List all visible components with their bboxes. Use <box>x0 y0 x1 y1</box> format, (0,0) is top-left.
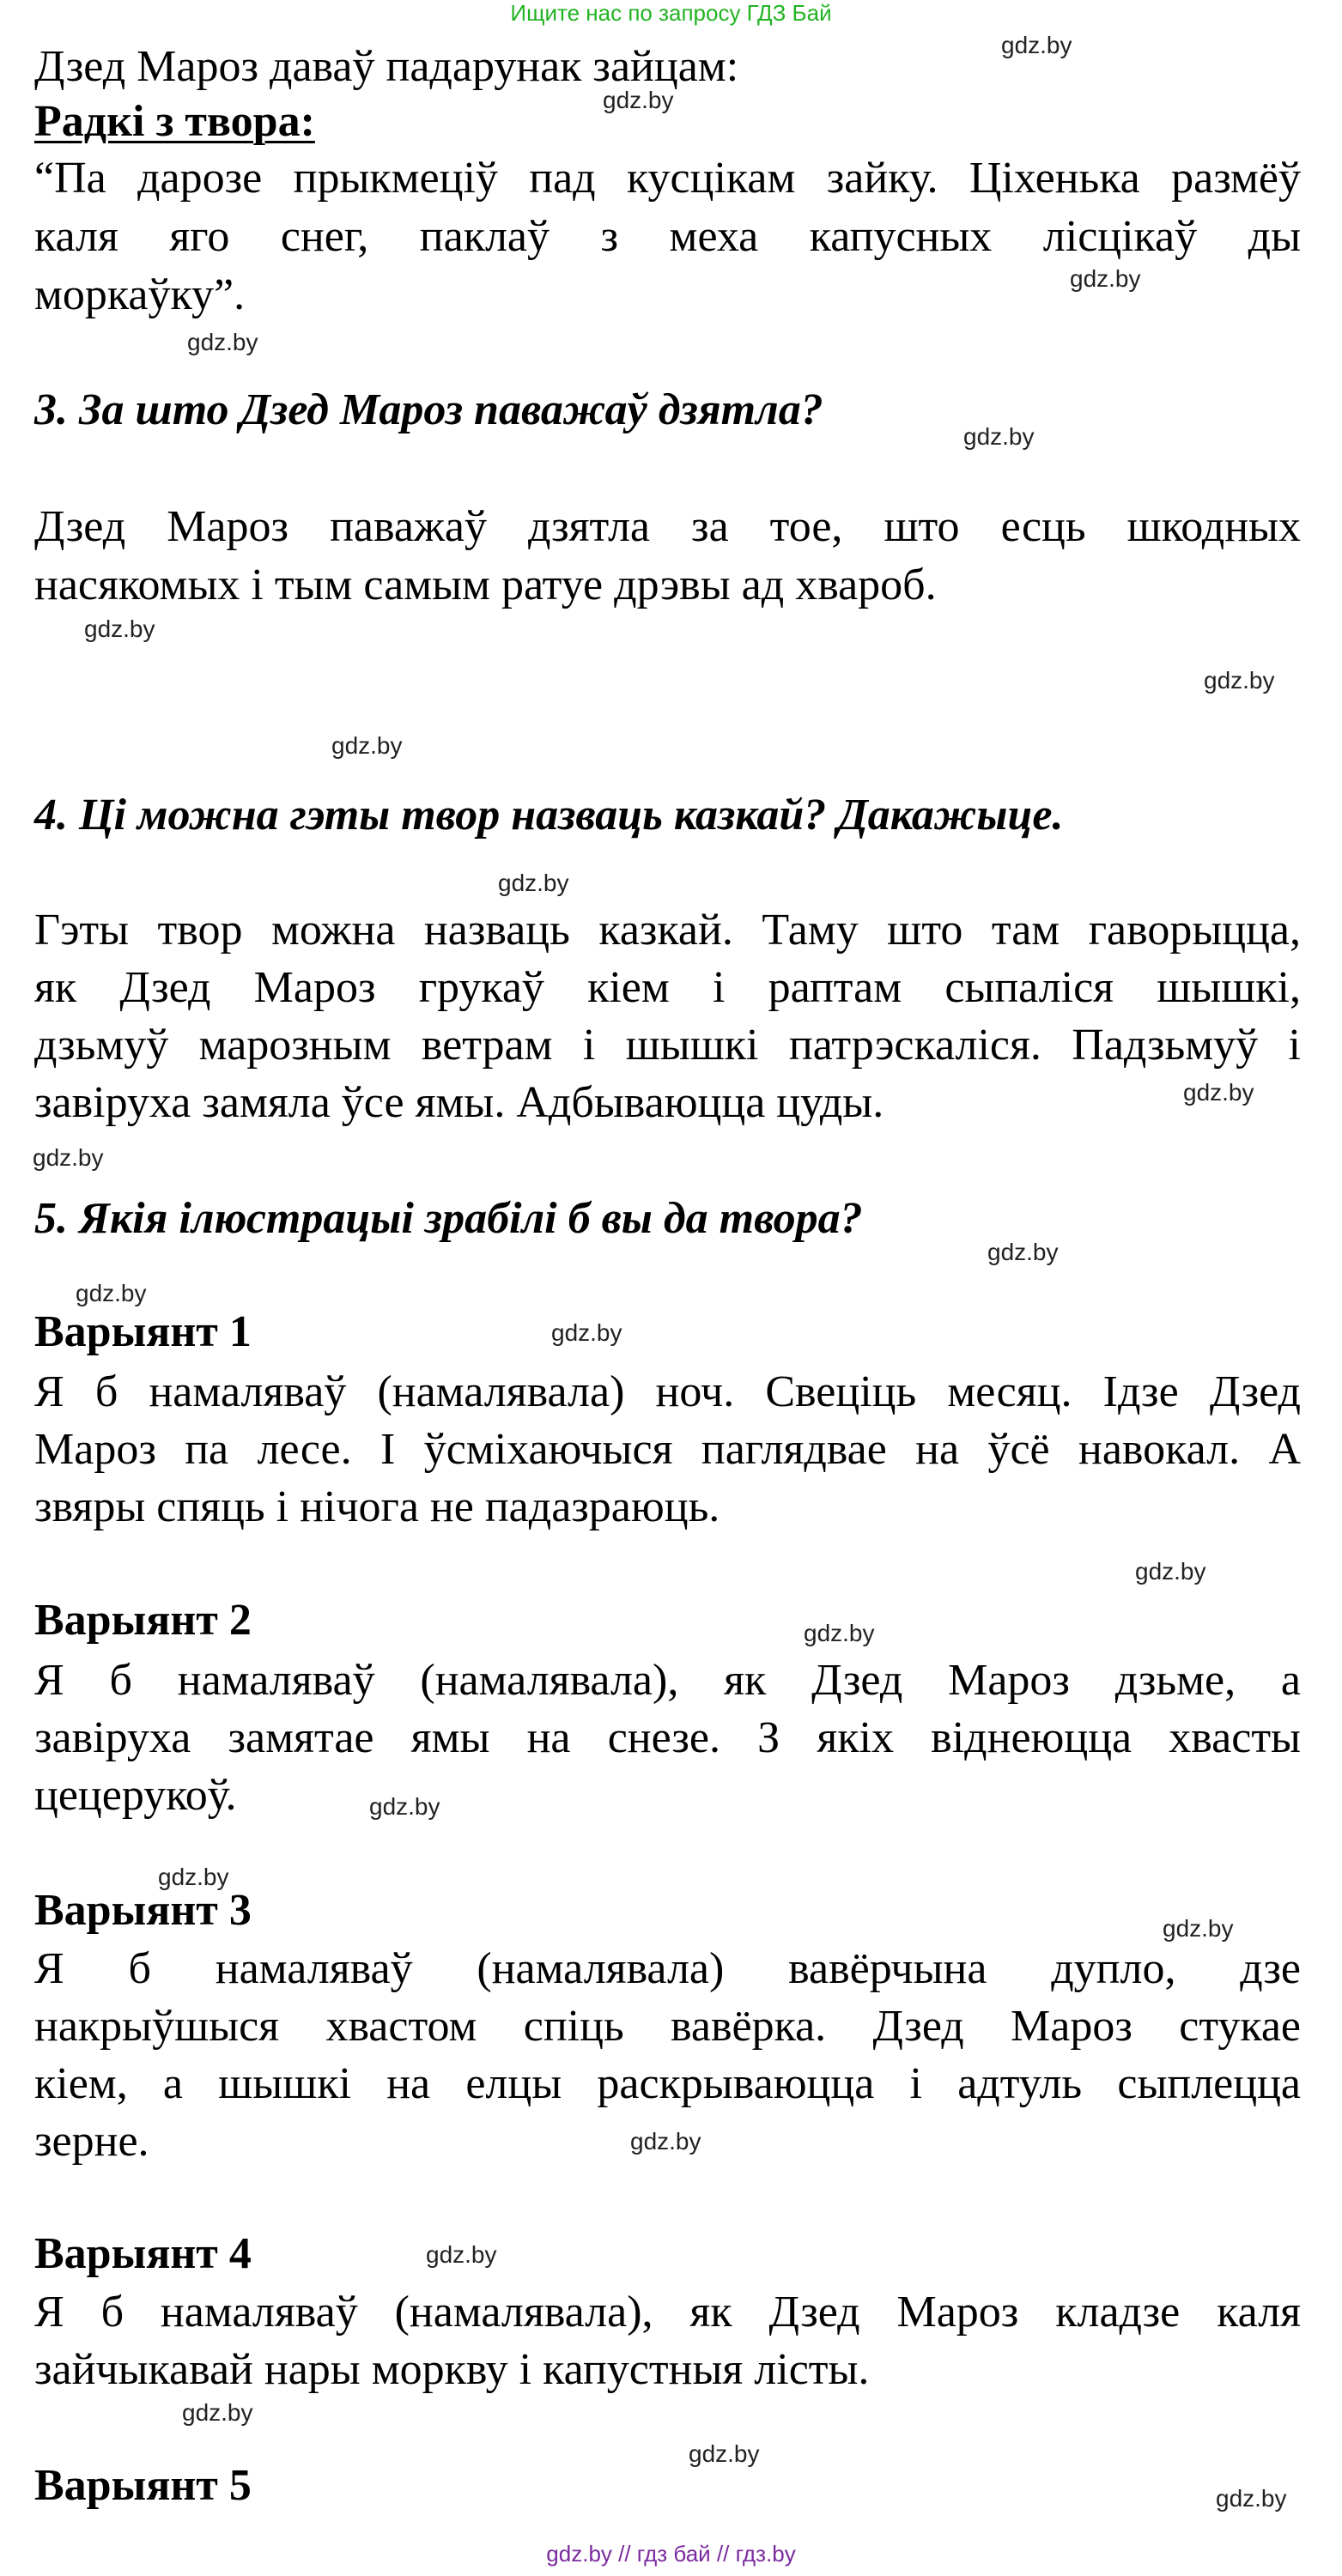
answer-3-line: Дзед Мароз паважаў дзятла за тое, што есць шкодных <box>34 502 1301 551</box>
variant-3-line: кіем, а шышкі на елцы раскрываюцца і адтуль сыплецца <box>34 2059 1301 2108</box>
watermark: gdz.by <box>551 1319 622 1346</box>
question-3: 3. За што Дзед Мароз паважаў дзятла? <box>34 385 823 434</box>
variant-3-line: Я б намаляваў (намалявала) вавёрчына дупло, дзе <box>34 1944 1301 1993</box>
variant-1-line: Мароз па лесе. І ўсміхаючыся паглядвае на ўсё навокал. А <box>34 1425 1301 1474</box>
answer-4-line: як Дзед Мароз грукаў кіем і раптам сыпаліся шышкі, <box>34 963 1301 1012</box>
variant-1-line: Я б намаляваў (намалявала) ноч. Свеціць месяц. Ідзе Дзед <box>34 1367 1301 1416</box>
watermark: gdz.by <box>84 615 155 642</box>
variant-2-line: Я б намаляваў (намалявала), як Дзед Мароз дзьме, а <box>34 1656 1301 1705</box>
watermark: gdz.by <box>158 1864 229 1890</box>
watermark: gdz.by <box>182 2399 253 2426</box>
watermark: gdz.by <box>1183 1079 1254 1106</box>
quote-heading: Радкі з твора: <box>34 97 315 146</box>
variant-2-line: завіруха замятае ямы на снезе. З якіх віднеюцца хвасты <box>34 1713 1301 1762</box>
answer-4-line: Гэты твор можна назваць казкай. Таму што там гаворыцца, <box>34 906 1301 955</box>
footer-banner: gdz.by // гдз бай // гдз.by <box>546 2541 796 2567</box>
watermark: gdz.by <box>1163 1915 1234 1942</box>
watermark: gdz.by <box>76 1280 147 1306</box>
watermark: gdz.by <box>498 870 569 896</box>
variant-3-line: зерне. <box>34 2117 149 2166</box>
intro-line: Дзед Мароз даваў падарунак зайцам: <box>34 42 739 91</box>
watermark: gdz.by <box>1070 265 1141 292</box>
quote-line: моркаўку”. <box>34 270 246 319</box>
variant-2-line: цецерукоў. <box>34 1771 237 1820</box>
watermark: gdz.by <box>630 2128 701 2155</box>
watermark: gdz.by <box>33 1144 104 1171</box>
watermark: gdz.by <box>987 1239 1059 1265</box>
watermark: gdz.by <box>187 329 258 355</box>
watermark: gdz.by <box>804 1620 875 1646</box>
watermark: gdz.by <box>689 2440 760 2467</box>
variant-4-line: зайчыкавай нары моркву і капустныя лісты. <box>34 2345 870 2394</box>
watermark: gdz.by <box>1001 32 1072 58</box>
watermark: gdz.by <box>1204 667 1275 694</box>
watermark: gdz.by <box>1135 1558 1206 1585</box>
variant-4-title: Варыянт 4 <box>34 2229 252 2278</box>
question-4: 4. Ці можна гэты твор назваць казкай? Дакажыце. <box>34 791 1064 839</box>
answer-4-line: дзьмуў марозным ветрам і шышкі патрэскаліся. Падзьмуў і <box>34 1021 1301 1070</box>
variant-1-title: Варыянт 1 <box>34 1307 252 1356</box>
watermark: gdz.by <box>963 423 1035 450</box>
watermark: gdz.by <box>369 1793 440 1820</box>
variant-2-title: Варыянт 2 <box>34 1596 252 1645</box>
variant-5-title: Варыянт 5 <box>34 2461 252 2510</box>
answer-3-line: насякомых і тым самым ратуе дрэвы ад хвароб. <box>34 561 937 609</box>
quote-line: каля яго снег, паклаў з меха капусных лісцікаў ды <box>34 212 1301 261</box>
search-hint-banner: Ищите нас по запросу ГДЗ Бай <box>510 0 832 26</box>
quote-line: “Па дарозе прыкмеціў пад кусцікам зайку. Ціхенька размёў <box>34 154 1301 203</box>
variant-3-line: накрыўшыся хвастом спіць вавёрка. Дзед Мароз стукае <box>34 2002 1301 2051</box>
watermark: gdz.by <box>603 87 674 113</box>
watermark: gdz.by <box>1216 2485 1287 2512</box>
variant-1-line: звяры спяць і нічога не падазраюць. <box>34 1482 720 1531</box>
watermark: gdz.by <box>426 2241 497 2268</box>
variant-4-line: Я б намаляваў (намалявала), як Дзед Мароз кладзе каля <box>34 2288 1301 2337</box>
variant-3-title: Варыянт 3 <box>34 1886 252 1935</box>
answer-4-line: завіруха замяла ўсе ямы. Адбываюцца цуды. <box>34 1078 884 1127</box>
watermark: gdz.by <box>331 732 403 759</box>
question-5: 5. Якія ілюстрацыі зрабілі б вы да твора? <box>34 1194 863 1243</box>
